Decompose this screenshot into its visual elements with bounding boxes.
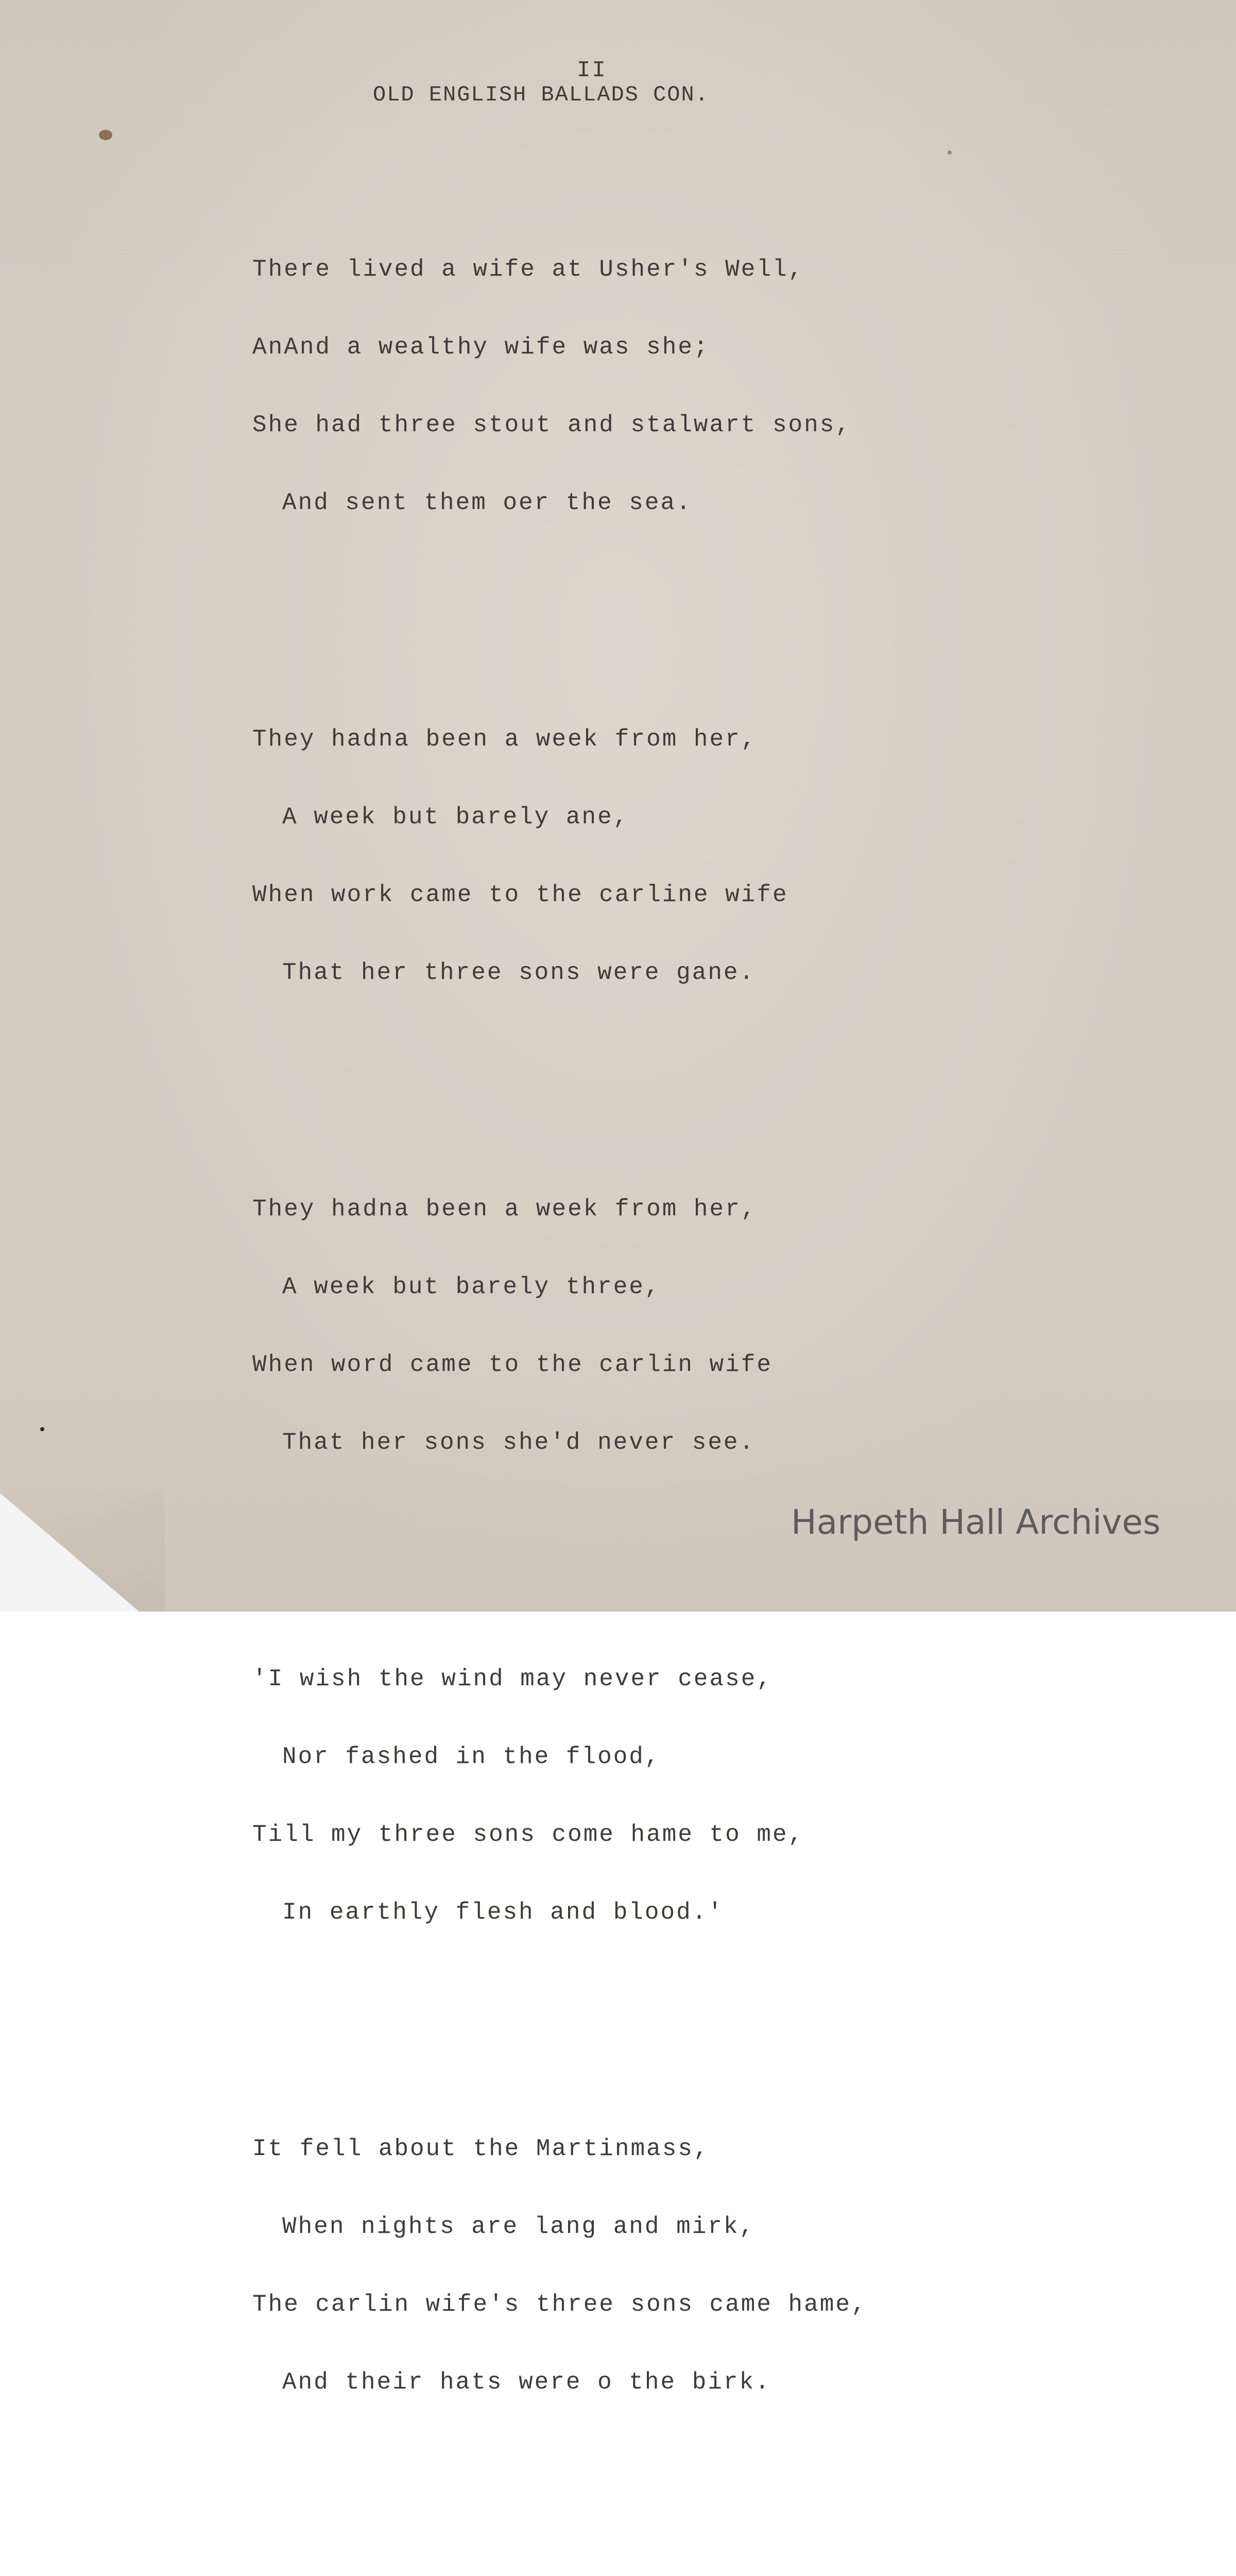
poem-line: It fell about the Martinmass, <box>252 2136 710 2162</box>
poem-line: Till my three sons come hame to me, <box>252 1821 804 1848</box>
poem-body <box>252 124 896 2576</box>
poem-line: When word came to the carlin wife <box>252 1351 772 1378</box>
poem-line: There lived a wife at Usher's Well, <box>252 256 804 283</box>
poem-line: That her sons she'd never see. <box>282 1429 756 1456</box>
stanza <box>252 2083 896 2448</box>
poem-line: A week but barely three, <box>282 1274 661 1300</box>
poem-line: AnAnd a wealthy wife was she; <box>252 334 710 361</box>
paper-speck <box>948 150 952 155</box>
poem-line: They hadna been a week from her, <box>252 1196 757 1223</box>
archive-watermark: Harpeth Hall Archives <box>791 1502 1161 1542</box>
poem-line: A week but barely ane, <box>282 804 629 831</box>
paper-speck <box>99 130 112 140</box>
poem-line: That her three sons were gane. <box>282 959 756 986</box>
poem-line: When nights are lang and mirk, <box>282 2213 756 2240</box>
stanza <box>252 204 896 569</box>
poem-line: In earthly flesh and blood.' <box>282 1899 724 1926</box>
poem-line: 'I wish the wind may never cease, <box>252 1666 772 1692</box>
poem-line: And their hats were o the birk. <box>282 2369 771 2396</box>
paper-speck <box>40 1427 44 1431</box>
stanza <box>252 2553 896 2576</box>
section-number: II <box>577 58 607 83</box>
stanza <box>252 674 896 1039</box>
poem-line: And sent them oer the sea. <box>282 489 692 516</box>
folded-corner <box>0 1493 139 1612</box>
document-title: OLD ENGLISH BALLADS CON. <box>373 82 709 107</box>
poem-line: The carlin wife's three sons came hame, <box>252 2291 867 2318</box>
poem-line: She had three stout and stalwart sons, <box>252 412 851 438</box>
poem-line: When work came to the carline wife <box>252 882 788 908</box>
poem-line: They hadna been a week from her, <box>252 726 757 753</box>
poem-line: Nor fashed in the flood, <box>282 1743 661 1770</box>
stanza <box>252 1144 896 1509</box>
stanza <box>252 1614 896 1978</box>
